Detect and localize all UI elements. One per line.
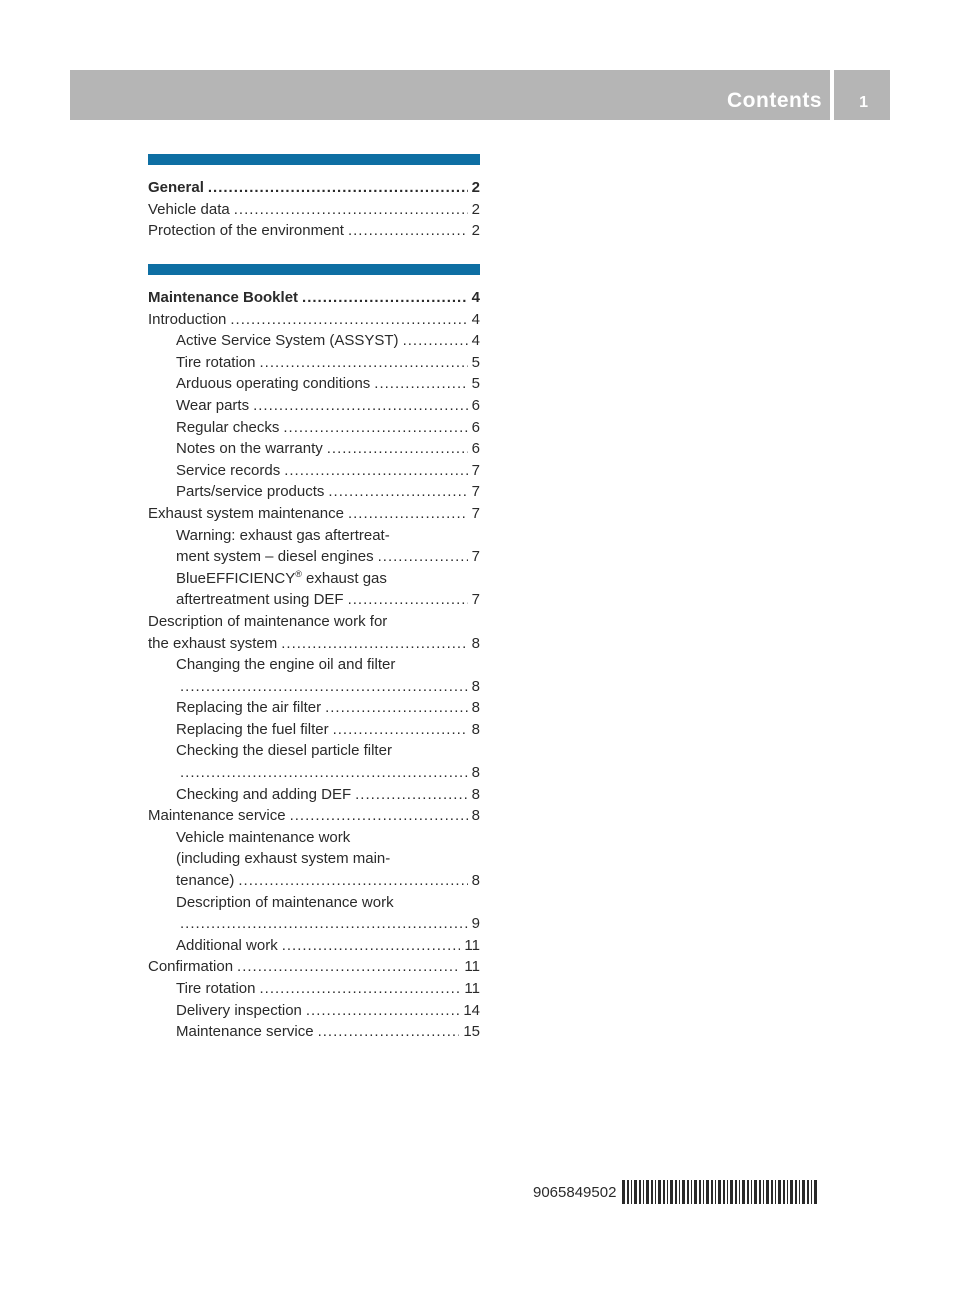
toc-entry-title: Active Service System (ASSYST) [176,332,399,350]
barcode-bar [814,1180,817,1204]
toc-dot-leader [283,419,467,436]
barcode-bar [790,1180,793,1204]
toc-entry[interactable] [148,332,480,354]
toc-dot-leader [348,591,468,608]
toc-entry[interactable] [148,505,480,527]
barcode-bar [739,1180,740,1204]
toc-entry[interactable] [148,850,480,872]
barcode-bar [667,1180,668,1204]
toc-entry[interactable] [148,289,480,311]
barcode-bar [775,1180,776,1204]
part-number: 9065849502 [533,1183,617,1201]
toc-entry-page: 5 [471,353,480,371]
toc-entry-title: (including exhaust system main- [176,850,391,868]
toc-entry-title: Tire rotation [176,980,256,997]
toc-entry[interactable] [148,1023,480,1045]
toc-entry-title: Wear parts [176,396,250,414]
toc-entry-page: 2 [471,200,480,218]
toc-entry-page: 8 [471,872,480,890]
toc-entry[interactable] [148,678,480,700]
toc-entry[interactable] [148,591,480,613]
toc-dot-leader [259,354,467,371]
toc-entry-title: Service records [176,461,281,479]
toc-dot-leader [238,872,467,889]
page-number: 1 [859,94,868,111]
toc-dot-leader [348,505,468,522]
toc-entry[interactable] [148,548,480,570]
toc-entry[interactable] [148,311,480,333]
toc-dot-leader [180,678,468,695]
toc-entry[interactable] [148,829,480,851]
barcode-bar [787,1180,788,1204]
toc-entry[interactable] [148,375,480,397]
toc-list [148,289,480,1045]
toc-entry-title: Description of maintenance work for [148,612,388,630]
toc-dot-leader [302,289,468,306]
barcode-bar [643,1180,644,1204]
toc-entry-page: 6 [471,418,480,436]
toc-entry[interactable] [148,635,480,657]
barcode-bar [670,1180,673,1204]
toc-entry[interactable] [148,440,480,462]
toc-entry-page: 8 [471,720,480,738]
barcode-bar [795,1180,797,1204]
toc-entry-title: Notes on the warranty [176,440,323,458]
toc-dot-leader [306,1002,459,1019]
barcode-bar [783,1180,785,1204]
toc-entry-page: 2 [471,179,480,196]
barcode-bar [802,1180,805,1204]
barcode-bar [627,1180,629,1204]
barcode-bar [711,1180,713,1204]
barcode-bar [631,1180,632,1204]
toc-entry[interactable] [148,721,480,743]
toc-entry[interactable] [148,894,480,916]
toc-entry[interactable] [148,201,480,223]
toc-dot-leader [282,937,461,954]
barcode-bar [811,1180,812,1204]
barcode-icon [622,1180,818,1204]
toc-entry-title: Arduous operating conditions [176,375,371,393]
barcode-bar [747,1180,749,1204]
barcode-bar [730,1180,733,1204]
toc-entry-title: Checking the diesel particle filter [176,742,392,760]
toc-dot-leader [284,462,467,479]
toc-entry[interactable] [148,937,480,959]
barcode-bar [694,1180,697,1204]
section-rule [148,264,480,275]
toc-entry-title: General [148,179,204,196]
toc-entry-page: 8 [471,764,480,782]
barcode-bar [639,1180,641,1204]
barcode-bar [715,1180,716,1204]
barcode-bar [634,1180,637,1204]
toc-dot-leader [180,915,468,932]
toc-list [148,179,480,244]
toc-entry[interactable] [148,958,480,980]
toc-entry-page: 8 [471,634,480,652]
barcode-bar [766,1180,769,1204]
barcode-bar [763,1180,764,1204]
toc-entry-page: 7 [471,591,480,609]
toc-entry-title: tenance) [176,872,235,890]
toc-entry-page: 8 [471,699,480,717]
toc-entry-title: Changing the engine oil and filter [176,656,396,674]
toc-entry-page: 6 [471,440,480,458]
toc-entry-page: 8 [471,785,480,803]
toc-entry[interactable] [148,462,480,484]
barcode-bar [754,1180,757,1204]
toc-entry[interactable] [148,872,480,894]
toc-entry-title: Protection of the environment [148,222,344,240]
toc-dot-leader [328,483,467,500]
toc-entry[interactable] [148,1002,480,1024]
toc-entry[interactable] [148,354,480,376]
toc-dot-leader [333,721,468,738]
barcode-bar [691,1180,692,1204]
toc-entry-page: 8 [471,807,480,825]
toc-dot-leader [355,786,468,803]
toc-entry-title: Replacing the fuel filter [176,720,329,738]
toc-entry-page: 4 [471,289,480,306]
toc-entry-title: Maintenance service [148,807,286,825]
toc-dot-leader [230,311,467,328]
toc-entry-title: Vehicle maintenance work [176,828,351,846]
toc-entry-page: 5 [471,375,480,393]
toc-entry[interactable] [148,699,480,721]
toc-entry-page: 6 [471,396,480,414]
toc-entry-title: Introduction [148,310,227,328]
toc-entry-page: 11 [464,958,480,976]
toc-entry[interactable] [148,483,480,505]
toc-entry-title: Delivery inspection [176,1001,302,1019]
toc-entry-page: 7 [471,504,480,522]
barcode-bar [727,1180,728,1204]
toc-entry[interactable] [148,179,480,201]
barcode-bar [742,1180,745,1204]
section-rule [148,154,480,165]
toc-entry-page: 9 [471,915,480,933]
barcode-bar [703,1180,704,1204]
toc-entry[interactable] [148,222,480,244]
toc-entry-title: the exhaust system [148,634,278,652]
header-divider [830,70,834,120]
toc-entry-title: Description of maintenance work [176,893,394,911]
toc-entry-title: Checking and adding DEF [176,785,352,803]
toc-entry-page: 7 [471,483,480,501]
toc-dot-leader [253,397,468,414]
toc-entry-title: Replacing the air filter [176,699,322,717]
toc-dot-leader [403,332,468,349]
toc-dot-leader [180,764,468,781]
barcode-bar [646,1180,649,1204]
toc-entry[interactable] [148,786,480,808]
barcode-bar [682,1180,685,1204]
toc-dot-leader [259,980,460,997]
barcode-bar [799,1180,800,1204]
toc-entry-title: Regular checks [176,418,280,436]
toc-entry[interactable] [148,570,480,592]
toc-entry-page: 11 [464,936,480,954]
toc-entry-title: aftertreatment using DEF [176,591,344,609]
toc-section-general [148,154,480,244]
toc-entry[interactable] [148,915,480,937]
barcode-bar [807,1180,809,1204]
barcode-bar [663,1180,665,1204]
toc-entry-title: Maintenance Booklet [148,289,299,306]
toc-dot-leader [237,958,460,975]
footer-barcode-area [533,1180,818,1204]
toc-entry-page: 4 [471,310,480,328]
toc-entry-title: BlueEFFICIENCY® exhaust gas [176,568,387,587]
barcode-bar [718,1180,721,1204]
toc-entry[interactable] [148,807,480,829]
toc-dot-leader [378,548,468,565]
toc-entry-title: Exhaust system maintenance [148,504,344,522]
barcode-bar [759,1180,761,1204]
toc-entry[interactable] [148,742,480,764]
page-header [70,70,890,120]
toc-entry[interactable] [148,527,480,549]
toc-dot-leader [281,635,467,652]
toc-dot-leader [290,807,468,824]
barcode-bar [679,1180,680,1204]
toc-entry[interactable] [148,613,480,635]
barcode-bar [699,1180,701,1204]
toc-dot-leader [234,201,468,218]
toc-entry-title: Maintenance service [176,1023,314,1041]
toc-dot-leader [325,699,468,716]
toc-entry-title: Additional work [176,936,278,954]
toc-entry-page: 7 [471,548,480,566]
toc-dot-leader [318,1023,460,1040]
toc-entry-title: Tire rotation [176,353,256,371]
toc-entry-title: Parts/service products [176,483,325,501]
barcode-bar [723,1180,725,1204]
toc-entry-page: 11 [464,980,480,997]
toc-entry-page: 7 [471,461,480,479]
toc-entry[interactable] [148,764,480,786]
barcode-bar [687,1180,689,1204]
toc-entry-title: Confirmation [148,958,234,976]
toc-entry-page: 4 [471,332,480,350]
toc-entry-page: 8 [471,677,480,695]
barcode-bar [658,1180,661,1204]
barcode-bar [706,1180,709,1204]
toc-dot-leader [374,375,467,392]
toc-entry-page: 14 [463,1001,480,1019]
toc-entry[interactable] [148,397,480,419]
toc-dot-leader [327,440,468,457]
barcode-bar [751,1180,752,1204]
barcode-bar [735,1180,737,1204]
barcode-bar [651,1180,653,1204]
toc-entry[interactable] [148,656,480,678]
toc-entry-page: 15 [463,1023,480,1041]
barcode-bar [675,1180,677,1204]
barcode-bar [778,1180,781,1204]
barcode-bar [655,1180,656,1204]
toc-dot-leader [208,179,468,196]
toc-entry-title: Warning: exhaust gas aftertreat- [176,526,390,544]
barcode-bar [771,1180,773,1204]
barcode-bar [622,1180,625,1204]
toc-section-maintenance-booklet [148,264,480,1045]
page-title: Contents [727,89,822,112]
toc-dot-leader [348,222,468,239]
toc-entry[interactable] [148,980,480,1002]
toc-entry-page: 2 [471,222,480,240]
toc-entry-title: Vehicle data [148,200,230,218]
toc-entry-title: ment system – diesel engines [176,548,374,566]
toc-entry[interactable] [148,419,480,441]
